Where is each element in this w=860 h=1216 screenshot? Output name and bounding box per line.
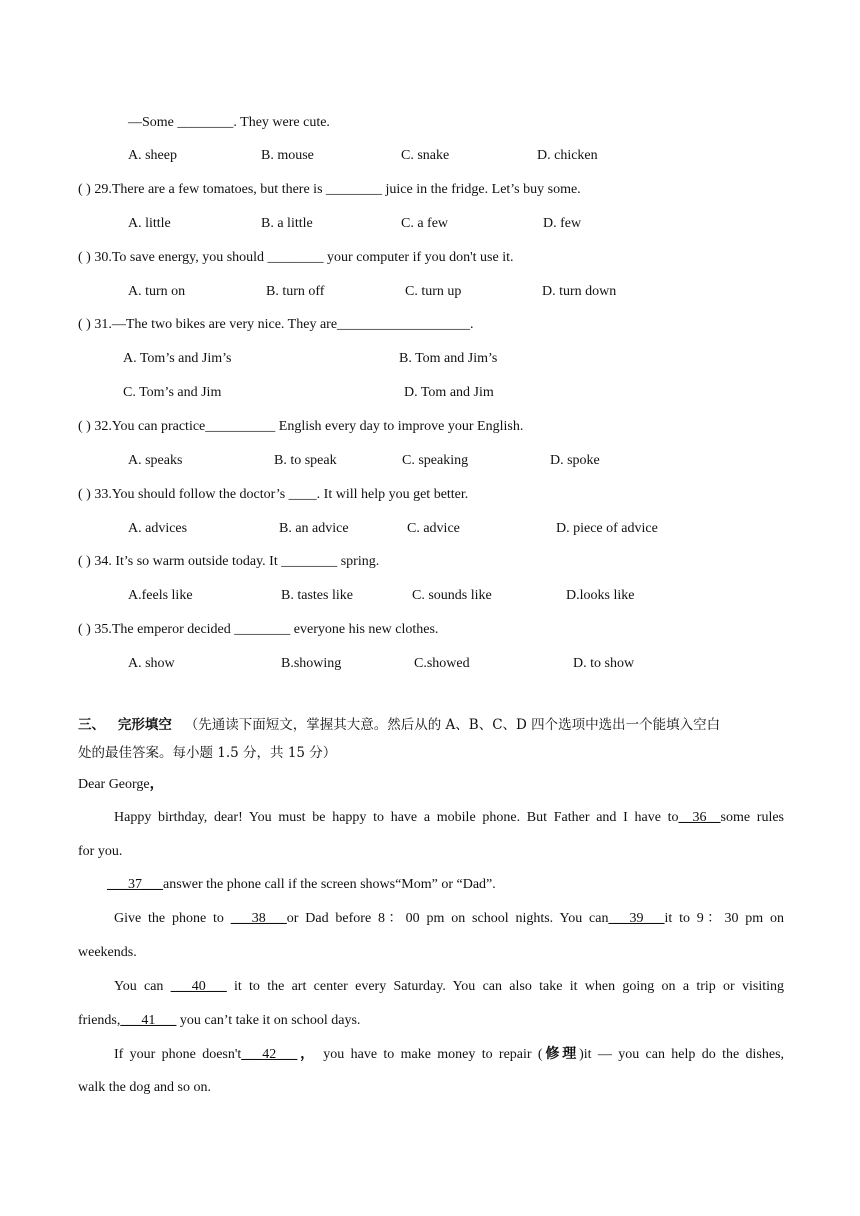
section-3-heading — [78, 716, 720, 734]
letter-greeting — [78, 775, 164, 794]
q32-option-d: D. spoke — [550, 453, 600, 468]
answer-paren: ( ) — [78, 487, 91, 502]
p5-text-c: you have to make money to repair ( — [316, 1047, 543, 1062]
q29-option-d: D. few — [543, 216, 582, 231]
q31-option-a: A. Tom’s and Jim’s — [123, 351, 232, 366]
p3-text-a: Give the phone to — [114, 911, 231, 926]
q32-option-b: B. to speak — [274, 453, 337, 468]
q31-stem — [78, 316, 474, 334]
letter-paragraph-4 — [114, 978, 784, 996]
q35-option-b: B.showing — [281, 656, 342, 671]
q28-option-a: A. sheep — [128, 148, 177, 163]
q34-stem — [78, 553, 379, 571]
q32-option-a: A. speaks — [128, 453, 183, 468]
p3-text-c: it to 9：30 pm on — [664, 911, 785, 926]
q33-stem — [78, 486, 468, 504]
question-text: 31.—The two bikes are very nice. They are___________________. — [90, 317, 474, 332]
p5-chinese-gloss: 修理 — [542, 1046, 580, 1062]
blank-39: ___39___ — [608, 911, 665, 926]
p5-comma: ， — [297, 1046, 317, 1062]
p1-text-b: some rules — [720, 810, 785, 825]
q33-option-d: D. piece of advice — [556, 521, 658, 536]
blank-37: ___37___ — [107, 877, 163, 892]
q30-stem — [78, 249, 513, 267]
p4-text-d: you can’t take it on school days. — [176, 1013, 361, 1028]
question-text: 32.You can practice__________ English every day to improve your English. — [90, 419, 524, 434]
q28-option-b: B. mouse — [261, 148, 314, 163]
blank-38: ___38___ — [230, 911, 287, 926]
letter-paragraph-5 — [114, 1045, 784, 1064]
letter-paragraph-3 — [114, 910, 784, 928]
q30-option-b: B. turn off — [266, 284, 325, 299]
letter-paragraph-1 — [114, 809, 784, 827]
question-text: 29.There are a few tomatoes, but there is ________ juice in the fridge. Let’s buy some. — [90, 182, 581, 197]
section-instruction-cont: 处的最佳答案。每小题 1.5 分，共 15 分） — [78, 745, 337, 761]
q29-stem — [78, 181, 581, 199]
answer-paren: ( ) — [78, 622, 91, 637]
question-text: 35.The emperor decided ________ everyone his new clothes. — [90, 622, 439, 637]
q34-option-c: C. sounds like — [412, 588, 492, 603]
p4-text-a: You can — [114, 979, 171, 994]
letter-paragraph-1-cont: for you. — [78, 844, 123, 859]
question-text: 30.To save energy, you should ________ your computer if you don't use it. — [90, 250, 514, 265]
q28-answer-line: —Some ________. They were cute. — [128, 115, 330, 130]
answer-paren: ( ) — [78, 182, 91, 197]
section-instruction: （先通读下面短文，掌握其大意。然后从的 A、B、C、D 四个选项中选出一个能填入空白 — [184, 717, 721, 733]
p2-text: answer the phone call if the screen shows“Mom” or “Dad”. — [163, 877, 496, 892]
q28-option-d: D. chicken — [537, 148, 598, 163]
blank-40: ___40___ — [170, 979, 227, 994]
q34-option-a: A.feels like — [128, 588, 193, 603]
letter-paragraph-3-cont: weekends. — [78, 945, 137, 960]
greeting-text: Dear George — [78, 777, 150, 792]
q30-option-c: C. turn up — [405, 284, 462, 299]
q33-option-a: A. advices — [128, 521, 188, 536]
letter-paragraph-5-cont: walk the dog and so on. — [78, 1080, 211, 1095]
section-title: 完形填空 — [117, 717, 172, 733]
q31-option-c: C. Tom’s and Jim — [123, 385, 222, 400]
p4-text-c: friends, — [78, 1013, 121, 1028]
q35-option-a: A. show — [128, 656, 175, 671]
answer-paren: ( ) — [78, 419, 91, 434]
q31-option-d: D. Tom and Jim — [404, 385, 494, 400]
q35-stem — [78, 621, 438, 639]
blank-36: __36__ — [678, 810, 721, 825]
question-text: 34. It’s so warm outside today. It ________ spring. — [90, 554, 380, 569]
p5-text-d: )it — you can help do the dishes, — [579, 1047, 785, 1062]
q31-option-b: B. Tom and Jim’s — [399, 351, 498, 366]
q35-option-c: C.showed — [414, 656, 470, 671]
q34-option-d: D.looks like — [566, 588, 635, 603]
q33-option-b: B. an advice — [279, 521, 349, 536]
q35-option-d: D. to show — [573, 656, 635, 671]
blank-41: ___41___ — [120, 1013, 177, 1028]
section-number: 三、 — [78, 717, 105, 733]
q29-option-a: A. little — [128, 216, 171, 231]
q32-stem — [78, 418, 523, 436]
q34-option-b: B. tastes like — [281, 588, 353, 603]
q29-option-b: B. a little — [261, 216, 313, 231]
p3-text-b: or Dad before 8：00 pm on school nights. You can — [286, 911, 609, 926]
q30-option-a: A. turn on — [128, 284, 186, 299]
q29-option-c: C. a few — [401, 216, 449, 231]
greeting-comma: ， — [149, 776, 164, 792]
q30-option-d: D. turn down — [542, 284, 617, 299]
answer-paren: ( ) — [78, 250, 91, 265]
p1-text-a: Happy birthday, dear! You must be happy to have a mobile phone. But Father and I have to — [114, 810, 679, 825]
p4-text-b: it to the art center every Saturday. You can also take it when going on a trip or visiting — [226, 979, 785, 994]
question-text: 33.You should follow the doctor’s ____. It will help you get better. — [90, 487, 469, 502]
q33-option-c: C. advice — [407, 521, 460, 536]
q28-option-c: C. snake — [401, 148, 450, 163]
blank-42: ___42___ — [241, 1047, 298, 1062]
answer-paren: ( ) — [78, 554, 91, 569]
p5-text-a: If your phone doesn't — [114, 1047, 242, 1062]
q32-option-c: C. speaking — [402, 453, 469, 468]
letter-paragraph-2 — [107, 876, 496, 894]
answer-paren: ( ) — [78, 317, 91, 332]
letter-paragraph-4-cont — [78, 1012, 360, 1030]
